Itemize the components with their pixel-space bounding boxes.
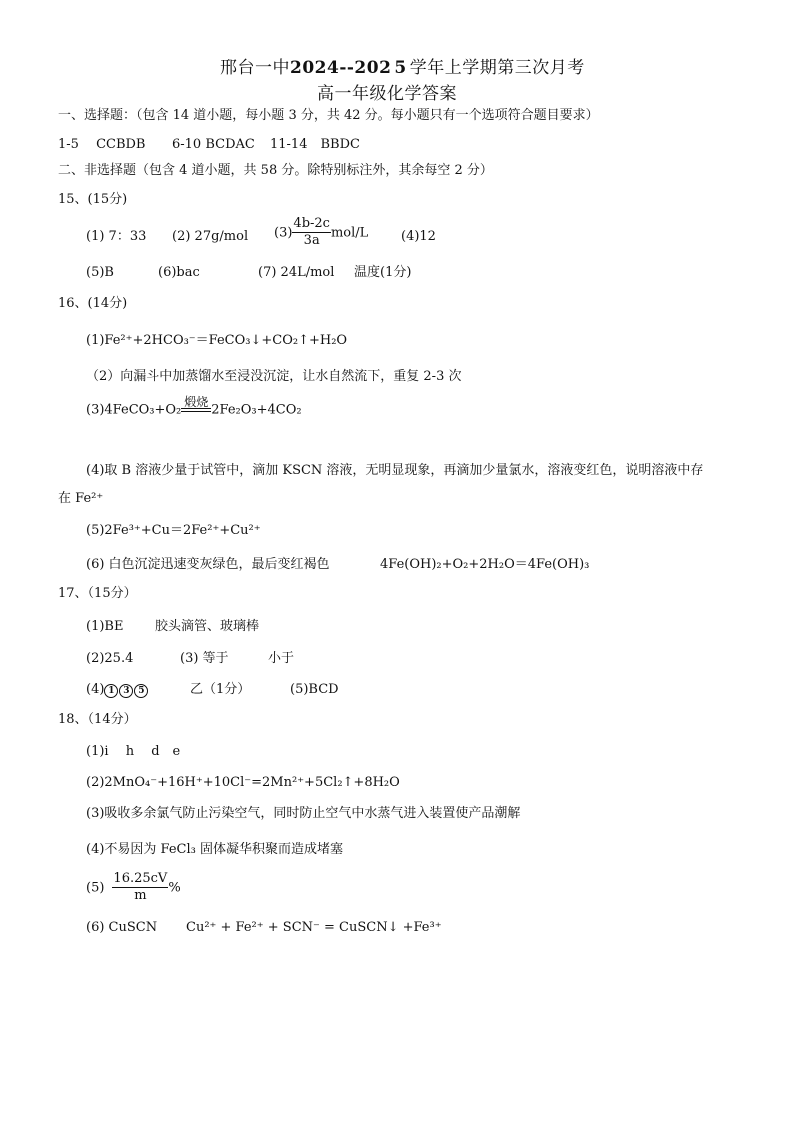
section1-heading: 一、选择题：（包含 14 道小题，每小题 3 分，共 42 分。每小题只有一个选项符合题目要求）	[58, 108, 599, 123]
q18-a5	[86, 872, 181, 904]
circled-5: 5	[134, 684, 148, 698]
q15-a1: (1) 7：33	[86, 229, 147, 244]
q15-a3-prefix: (3)	[274, 225, 293, 241]
mc-answers-6-10: 6-10 BCDAC	[172, 137, 255, 152]
q17-a3-second: 小于	[268, 651, 295, 666]
q18-a4: (4)不易因为 FeCl₃ 固体凝华积聚而造成堵塞	[86, 842, 343, 857]
title-exam: 学年上学期第三次月考	[409, 58, 585, 78]
q18-a2: (2)2MnO₄⁻+16H⁺+10Cl⁻=2Mn²⁺+5Cl₂↑+8H₂O	[86, 775, 400, 790]
mc-answers-1-5: 1-5 CCBDB	[58, 137, 146, 152]
circled-1: 1	[104, 684, 118, 698]
q17-a1: (1)BE	[86, 619, 124, 634]
q16-a3-condition-sign	[181, 396, 211, 412]
q17-a2: (2)25.4	[86, 651, 134, 666]
q16-a3-left: (3)4FeCO₃+O₂	[86, 402, 182, 418]
q16-a3-condition: 煅烧	[184, 395, 209, 409]
q16-heading: 16、(14分)	[58, 296, 128, 311]
q16-a5: (5)2Fe³⁺+Cu＝2Fe²⁺+Cu²⁺	[86, 523, 261, 538]
q16-a4-line2: 在 Fe²⁺	[58, 491, 104, 506]
q18-a5-denominator: m	[134, 888, 147, 904]
q15-a7-condition: 温度(1分)	[354, 265, 412, 280]
q18-a6-equation: Cu²⁺ + Fe²⁺ + SCN⁻ = CuSCN↓ +Fe³⁺	[186, 920, 442, 935]
q16-a3-double-line	[181, 408, 211, 412]
q18-a5-unit: %	[168, 880, 181, 896]
q18-a5-fraction	[112, 872, 168, 904]
q15-a3-numerator: 4b-2c	[292, 217, 331, 233]
q18-a6: (6) CuSCN	[86, 920, 158, 935]
q18-a5-numerator: 16.25cV	[112, 872, 168, 888]
q16-a6-equation: 4Fe(OH)₂+O₂+2H₂O＝4Fe(OH)₃	[380, 557, 590, 572]
q16-a3-right: 2Fe₂O₃+4CO₂	[211, 402, 302, 418]
q17-a4	[86, 682, 149, 698]
q18-a3: (3)吸收多余氯气防止污染空气，同时防止空气中水蒸气进入装置使产品潮解	[86, 806, 521, 821]
q16-a6-text: (6) 白色沉淀迅速变灰绿色，最后变红褐色	[86, 557, 330, 572]
q15-a7: (7) 24L/mol	[258, 265, 335, 280]
q15-a4: (4)12	[401, 229, 436, 244]
title-school: 邢台一中	[220, 58, 290, 78]
q17-a3: (3) 等于	[180, 651, 229, 666]
q17-heading: 17、（15分）	[58, 586, 137, 601]
q18-heading: 18、（14分）	[58, 712, 137, 727]
title-year: 2024--202	[290, 58, 392, 78]
q15-a3-denominator: 3a	[303, 233, 320, 249]
q17-a5: (5)BCD	[290, 682, 339, 697]
title-line2: 高一年级化学答案	[317, 84, 457, 104]
q15-a3-unit: mol/L	[330, 225, 369, 241]
q15-a2: (2) 27g/mol	[172, 229, 249, 244]
title-year-end: 5	[394, 58, 407, 78]
q18-a5-prefix: (5)	[86, 880, 105, 896]
q16-a2: （2）向漏斗中加蒸馏水至浸没沉淀，让水自然流下，重复 2-3 次	[86, 369, 462, 384]
q16-a4-line1: (4)取 B 溶液少量于试管中，滴加 KSCN 溶液，无明显现象，再滴加少量氯水，溶液变红色，说明溶液中存	[86, 463, 704, 478]
q16-a3	[86, 395, 302, 418]
mc-answers-11-14: 11-14 BBDC	[270, 137, 360, 152]
q17-a4-prefix: (4)	[86, 682, 105, 697]
q17-a4-choice: 乙（1分）	[190, 682, 251, 697]
q15-heading: 15、(15分)	[58, 192, 128, 207]
q16-a1: (1)Fe²⁺+2HCO₃⁻＝FeCO₃↓+CO₂↑+H₂O	[86, 333, 348, 348]
q15-a3	[274, 217, 368, 249]
q15-a5: (5)B	[86, 265, 114, 280]
q15-a3-fraction	[292, 217, 331, 249]
circled-3: 3	[119, 684, 133, 698]
q18-a1: (1)i h d e	[86, 744, 181, 759]
section2-heading: 二、非选择题（包含 4 道小题，共 58 分。除特别标注外，其余每空 2 分）	[58, 163, 493, 178]
title-line1	[220, 58, 585, 78]
q17-a1-instruments: 胶头滴管、玻璃棒	[155, 619, 260, 634]
q15-a6: (6)bac	[158, 265, 200, 280]
